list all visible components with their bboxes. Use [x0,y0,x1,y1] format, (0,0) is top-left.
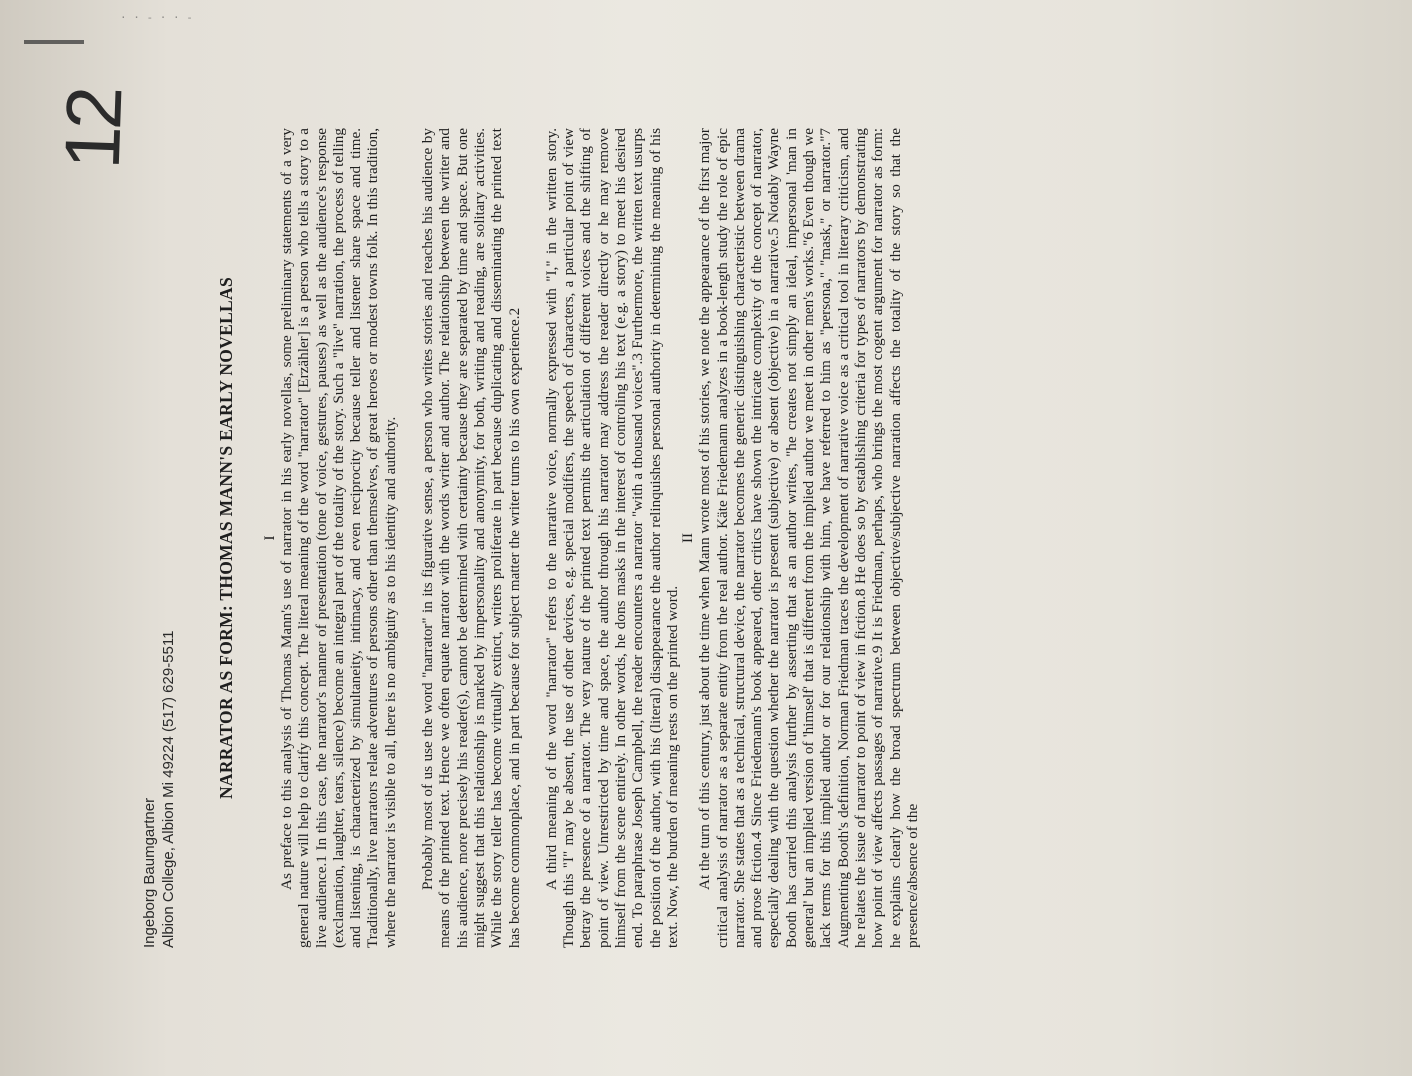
section-marker-2: II [680,533,697,543]
paragraph-4: At the turn of this century, just about the time when Mann wrote most of his stories, we note the appearance of the first major critical analysis of narrator as a separate entity from the real author. Käte Friedemann analyzes in a book-length study the role of epic narrator. She states that as a technical, structural device, the narrator becomes the generic distinguishing characteristic between drama and prose fiction.4 Since Friedemann's book appeared, other critics have shown the intricate complexity of the concept of narrator, especially dealing with the question whether the narrator is present (subjective) or absent (objective) in a narrative.5 Notably Wayne Booth has carried this analysis further by asserting that as an author writes, "he creates not simply an ideal, impersonal 'man in general' but an implied version of 'himself' that is different from the implied author we meet in other men's works."6 Even though we lack terms for this implied author or for our relationship with him, we have referred to him as "persona," "mask," or narrator."7 Augmenting Booth's definition, Norman Friedman traces the development of narrative voice as a critical tool in literary criticism, and he relates the issue of narrator to point of view in fiction.8 He does so by establishing criteria for types of narrators by demonstrating how point of view affects passages of narrative.9 It is Friedman, perhaps, who brings the most cogent argument for narrator as form: he explains clearly how the broad spectrum between objective/subjective narration affects the totality of the story so that the presence/absence of the [696,128,921,948]
document-title: NARRATOR AS FORM: THOMAS MANN'S EARLY NOVELLAS [216,277,236,800]
author-block [140,128,178,948]
section-marker-1: I [262,535,278,541]
margin-pencil-marks: · · - · · - [120,11,193,24]
paragraph-3: A third meaning of the word "narrator" refers to the narrative voice, normally expressed with "I," in the written story. Though this "I" may be absent, the use of other devices, e.g. special modifiers, the speech of characters, a particular point of view betray the presence of a narrator. The very nature of the printed text permits the articulation of different voices and the shifting of point of view. Unrestricted by time and space, the author through his narrator may address the reader directly or he may remove himself from the scene entirely. In other words, he dons masks in the interest of controling his text (e.g. a story) to meet his desired end. To paraphrase Joseph Campbell, the reader encounters a narrator "with a thousand voices".3 Furthermore, the written text usurps the position of the author, with his (literal) disappearance the author relinquishes personal authority in determining the meaning of his text. Now, the burden of meaning rests on the printed word. [542,128,681,948]
paragraph-1: As preface to this analysis of Thomas Mann's use of narrator in his early novellas, some preliminary statements of a very general nature will help to clarify this concept. The literal meaning of the word "narrator" [Erzähler] is a person who tells a story to a live audience.1 In this case, the narrator's manner of presentation (tone of voice, gestures, pauses) as well as the audience's response (exclamation, laughter, tears, silence) become an integral part of the totality of the story. Such a "live" narration, the process of telling and listening, is characterized by simultaneity, intimacy, and even reciprocity because teller and listener share space and time. Traditionally, live narrators relate adventures of persons other than themselves, of great heroes or modest towns folk. In this tradition, where the narrator is visible to all, there is no ambiguity as to his identity and authority. [278,128,399,948]
author-name: Ingeborg Baumgartner [141,797,158,948]
author-affiliation: Albion College, Albion Mi 49224 (517) 629-5511 [160,630,177,948]
paragraph-2: Probably most of us use the word "narrator" in its figurative sense, a person who writes stories and reaches his audience by means of the printed text. Hence we often equate narrator with the words writer and author. The relationship between the writer and his audience, more precisely his reader(s), cannot be determined with certainty because they are separated by time and space. But one might suggest that this relationship is marked by impersonality and anonymity, for both, writing and reading, are solitary activities. While the story teller has become virtually extinct, writers proliferate in part because duplicating and disseminating the printed text has become commonplace, and in part because for subject matter the writer turns to his own experience.2 [419,128,523,948]
page-body [140,128,941,948]
margin-pen-mark [24,40,84,44]
page-number: 12 [47,88,139,171]
